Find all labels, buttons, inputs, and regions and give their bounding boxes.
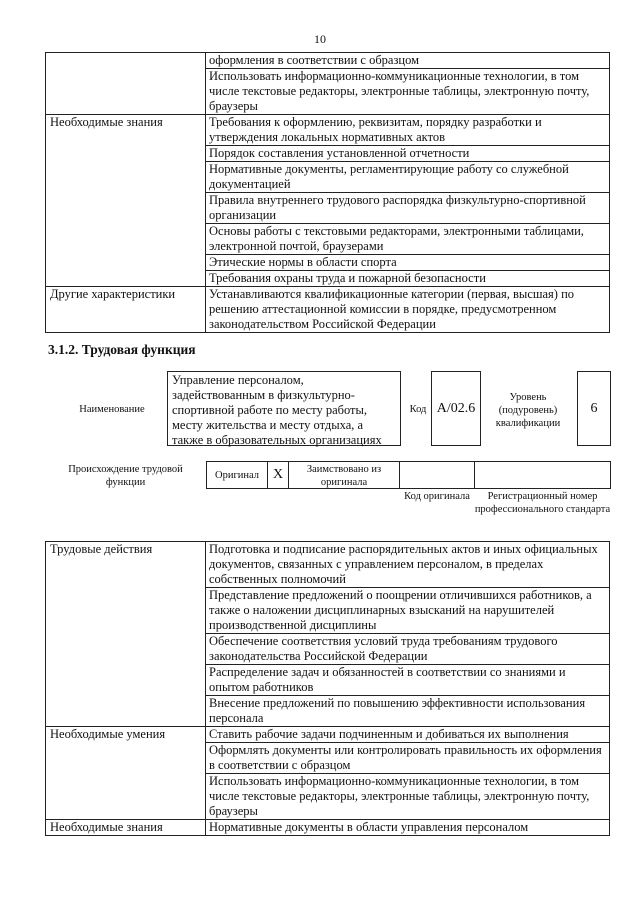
- row-label: Другие характеристики: [46, 287, 206, 333]
- borrowed-label: Заимствовано из оригинала: [288, 461, 400, 489]
- row-label: Трудовые действия: [46, 542, 206, 727]
- qualification-level-label: Уровень (подуровень) квалификации: [495, 392, 561, 429]
- row-item: Основы работы с текстовыми редакторами, электронными таблицами, электронной почтой, браузерами: [206, 224, 610, 255]
- table-row: [46, 115, 610, 146]
- row-item: Использовать информационно-коммуникационные технологии, в том числе текстовые редакторы, электронные таблицы, электронную почту, браузеры: [206, 774, 610, 820]
- origin-label: Происхождение трудовой функции: [68, 464, 183, 488]
- table-row: [46, 820, 610, 836]
- row-item: Распределение задач и обязанностей в соответствии со знаниями и опытом работников: [206, 665, 610, 696]
- table-row: [46, 53, 610, 69]
- row-item: Внесение предложений по повышению эффективности использования персонала: [206, 696, 610, 727]
- row-item: оформления в соответствии с образцом: [206, 53, 610, 69]
- table-row: [46, 542, 610, 588]
- row-item: Требования к оформлению, реквизитам, порядку разработки и утверждения локальных нормативных актов: [206, 115, 610, 146]
- row-item: Использовать информационно-коммуникационные технологии, в том числе текстовые редакторы, электронные таблицы, электронную почту, браузеры: [206, 69, 610, 115]
- row-label: Необходимые знания: [46, 820, 206, 836]
- name-label: Наименование: [79, 404, 145, 415]
- qualification-level-value: 6: [577, 371, 611, 446]
- row-item: Правила внутреннего трудового распорядка физкультурно-спортивной организации: [206, 193, 610, 224]
- function-code-value: A/02.6: [431, 371, 481, 446]
- row-item: Требования охраны труда и пожарной безопасности: [206, 271, 610, 287]
- table-row: [46, 287, 610, 333]
- row-item: Подготовка и подписание распорядительных актов и иных официальных документов, связанных с управлением персоналом, в пределах собственных полномочий: [206, 542, 610, 588]
- section-title: 3.1.2. Трудовая функция: [48, 342, 196, 357]
- requirements-table-top: [45, 52, 610, 333]
- row-label: [46, 53, 206, 115]
- row-item: Оформлять документы или контролировать правильность их оформления в соответствии с образцом: [206, 743, 610, 774]
- row-label: Необходимые умения: [46, 727, 206, 820]
- row-item: Нормативные документы, регламентирующие работу со служебной документацией: [206, 162, 610, 193]
- original-code-caption: Код оригинала: [404, 491, 470, 502]
- table-row: [46, 727, 610, 743]
- function-name-value: Управление персоналом, задействованным в физкультурно-спортивной работе по месту работы, месту жительства и месту отдыха, а также в образовательных организациях: [167, 371, 401, 446]
- page-number: 10: [314, 32, 326, 46]
- code-label: Код: [409, 404, 427, 415]
- original-code-cell: [399, 461, 475, 489]
- row-item: Этические нормы в области спорта: [206, 255, 610, 271]
- row-item: Представление предложений о поощрении отличившихся работников, а также о наложении дисциплинарных взысканий на нарушителей производственной дисциплины: [206, 588, 610, 634]
- requirements-table-bottom: [45, 541, 610, 836]
- registration-number-cell: [474, 461, 611, 489]
- row-label: Необходимые знания: [46, 115, 206, 287]
- row-item: Ставить рабочие задачи подчиненным и добиваться их выполнения: [206, 727, 610, 743]
- original-label: Оригинал: [206, 461, 268, 489]
- original-mark: X: [267, 461, 289, 489]
- row-item: Нормативные документы в области управления персоналом: [206, 820, 610, 836]
- registration-number-caption: Регистрационный номер профессионального стандарта: [474, 491, 611, 515]
- row-item: Обеспечение соответствия условий труда требованиям трудового законодательства Российской Федерации: [206, 634, 610, 665]
- row-item: Порядок составления установленной отчетности: [206, 146, 610, 162]
- row-item: Устанавливаются квалификационные категории (первая, высшая) по решению аттестационной комиссии в порядке, предусмотренном законодательством Российской Федерации: [206, 287, 610, 333]
